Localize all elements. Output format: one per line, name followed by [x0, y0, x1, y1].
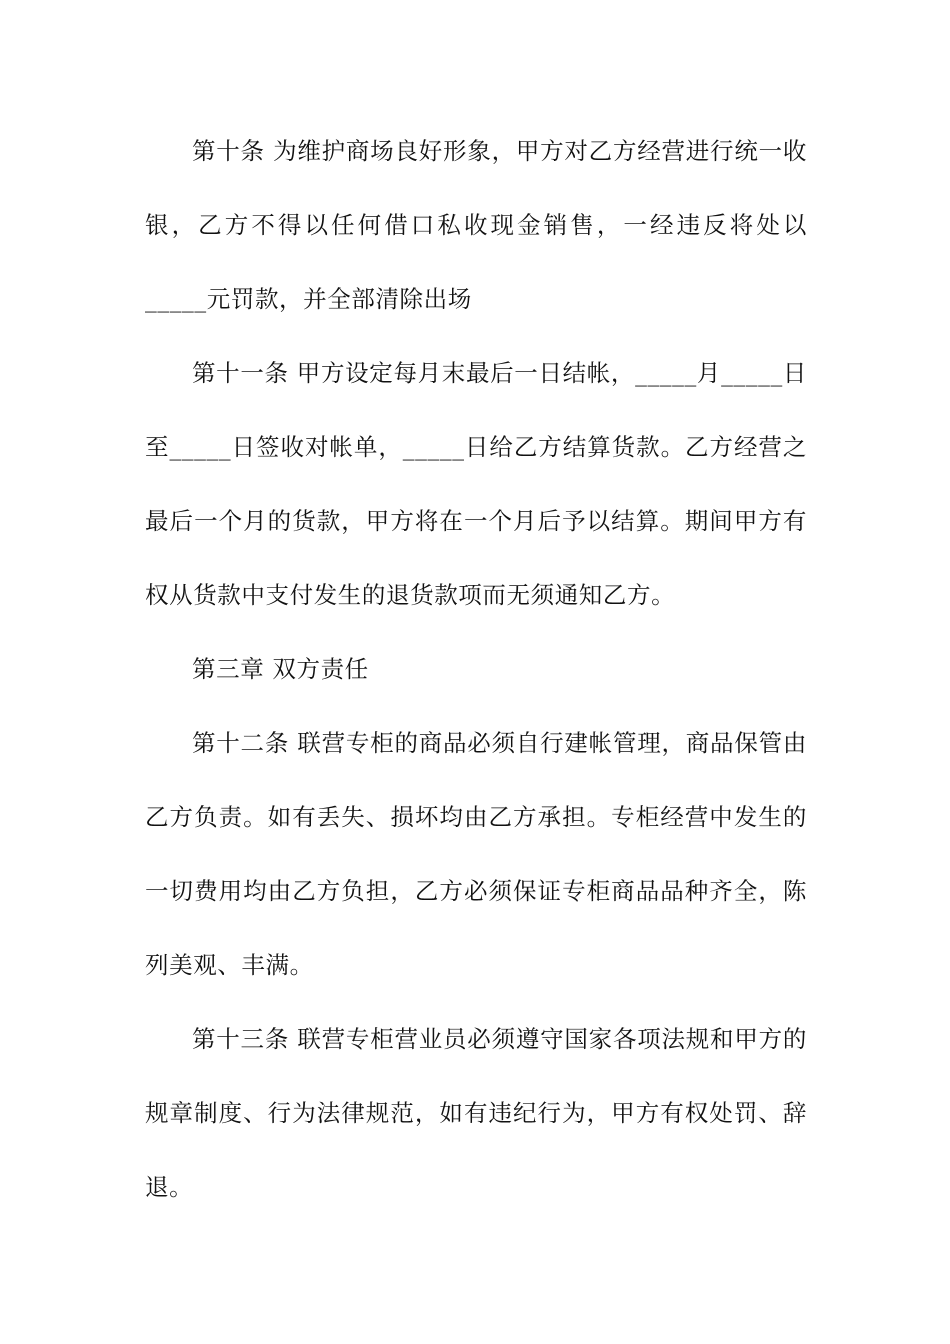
chapter-3-heading: 第三章 双方责任	[192, 655, 369, 683]
document-body	[145, 114, 807, 1224]
article-11: 第十一条 甲方设定每月末最后一日结帐，_____月_____日至_____日签收对帐单，_____日给乙方结算货款。乙方经营之最后一个月的货款，甲方将在一个月后予以结算。期间甲方有权从货款中支付发生的退货款项而无须通知乙方。	[145, 359, 807, 609]
article-10: 第十条 为维护商场良好形象，甲方对乙方经营进行统一收银，乙方不得以任何借口私收现金销售，一经违反将处以_____元罚款，并全部清除出场	[145, 137, 807, 313]
article-13: 第十三条 联营专柜营业员必须遵守国家各项法规和甲方的规章制度、行为法律规范，如有违纪行为，甲方有权处罚、辞退。	[145, 1025, 807, 1201]
article-12: 第十二条 联营专柜的商品必须自行建帐管理，商品保管由乙方负责。如有丢失、损坏均由乙方承担。专柜经营中发生的一切费用均由乙方负担，乙方必须保证专柜商品品种齐全，陈列美观、丰满。	[145, 729, 807, 979]
